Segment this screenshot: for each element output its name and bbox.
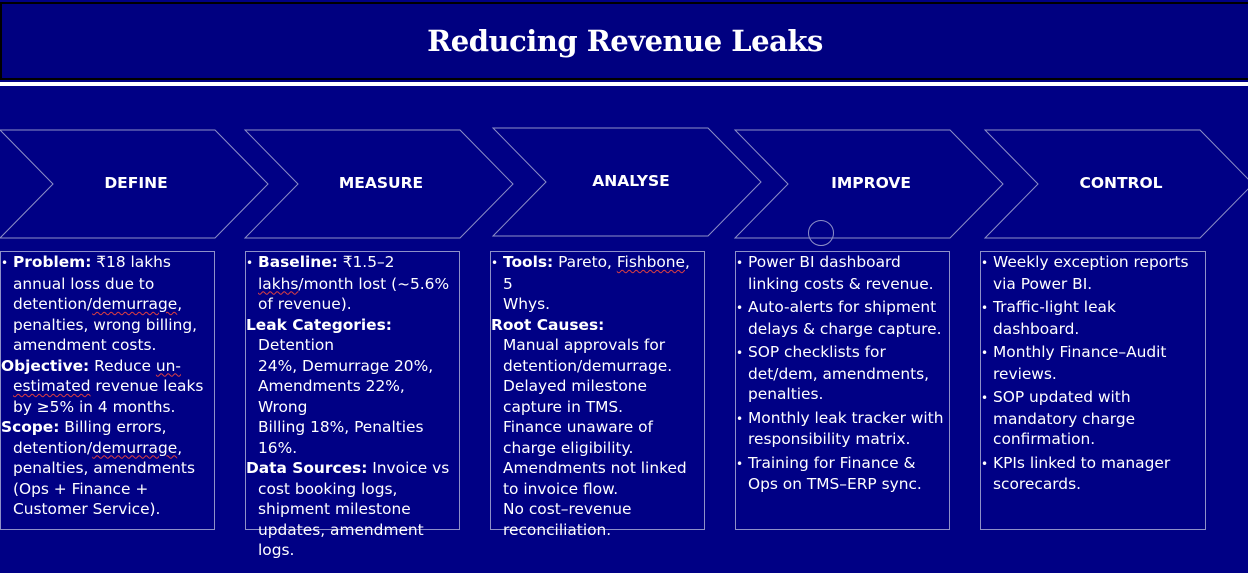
phase-improve-label: IMPROVE [831, 174, 911, 192]
improve-text: penalties. [748, 385, 824, 403]
scope-text: Billing errors, [59, 418, 167, 436]
control-item [981, 297, 1205, 339]
control-box [980, 251, 1206, 530]
baseline-text: ₹1.5–2 [337, 253, 395, 271]
control-text: Monthly Finance–Audit [993, 343, 1167, 361]
bullet-icon: • [736, 301, 744, 315]
improve-text: responsibility matrix. [748, 430, 911, 448]
sources-text: updates, amendment [258, 520, 424, 539]
improve-text: Monthly leak tracker with [748, 408, 944, 427]
tools-label: Tools: [503, 253, 554, 271]
define-box [0, 251, 215, 530]
scope-text: , [177, 438, 183, 457]
bullet-icon: • [736, 411, 744, 426]
problem-text: ₹18 lakhs [91, 253, 171, 271]
cause-line: reconciliation. [503, 520, 612, 539]
improve-text: Power BI dashboard [748, 253, 901, 271]
cause-line: charge eligibility. [503, 438, 634, 457]
leak-text: 16%. [258, 438, 298, 457]
bullet-icon: • [981, 391, 989, 405]
bullet-icon: • [981, 456, 989, 471]
sources-label: Data Sources: [246, 459, 368, 477]
tools-text: Whys. [503, 295, 550, 313]
decorative-circle [808, 220, 834, 246]
control-text: mandatory charge [993, 409, 1136, 428]
problem-text: penalties, wrong billing, [13, 315, 197, 334]
problem-label: Problem: [13, 253, 92, 271]
problem-text: amendment costs. [13, 336, 157, 354]
sources-text: cost booking logs, [258, 479, 398, 498]
scope-text: demurrage [92, 438, 178, 457]
control-item [981, 387, 1205, 450]
cause-line: to invoice flow. [503, 479, 619, 498]
control-item [981, 252, 1205, 294]
improve-text: Ops on TMS–ERP sync. [748, 475, 922, 493]
cause-line: capture in TMS. [503, 397, 624, 416]
tools-text: , 5 [503, 253, 690, 293]
define-scope [1, 417, 214, 520]
control-text: Weekly exception reports [993, 253, 1189, 271]
cause-line [503, 356, 704, 377]
cause-text: detention/demurrage. [503, 356, 673, 375]
baseline-text: of revenue). [258, 295, 352, 313]
problem-text: detention/ [13, 295, 93, 313]
baseline-label: Baseline: [258, 253, 338, 271]
bullet-icon: • [1, 256, 9, 270]
measure-baseline [246, 252, 459, 315]
scope-label: Scope: [1, 418, 60, 436]
control-item [981, 453, 1205, 495]
cause-line: Amendments not linked [503, 459, 687, 477]
define-problem [1, 252, 214, 356]
control-text: Traffic-light leak dashboard. [993, 298, 1116, 338]
improve-text: det/dem, amendments, [748, 364, 930, 383]
analyse-tools [491, 252, 704, 315]
objective-text: Reduce [89, 356, 156, 375]
bullet-icon: • [491, 256, 499, 270]
baseline-text: /month lost (~5.6% [298, 274, 450, 293]
measure-box [245, 251, 460, 559]
objective-text: un- [155, 356, 181, 375]
tools-text: Pareto, [553, 253, 617, 271]
problem-text: demurrage [92, 295, 178, 313]
leak-text: Detention [258, 336, 335, 354]
improve-item [736, 408, 949, 450]
control-text: scorecards. [993, 475, 1081, 493]
leak-label: Leak Categories: [246, 315, 392, 334]
bullet-icon: • [736, 456, 744, 471]
improve-text: SOP checklists for [748, 343, 886, 361]
cause-line: No cost–revenue [503, 500, 632, 518]
bullet-icon: • [981, 301, 989, 315]
control-text: KPIs linked to manager [993, 453, 1171, 472]
control-text: reviews. [993, 364, 1057, 383]
page-title: Reducing Revenue Leaks [427, 24, 823, 58]
improve-text: Auto-alerts for shipment [748, 298, 937, 316]
phase-analyse-label: ANALYSE [592, 172, 670, 190]
baseline-text: lakhs [258, 274, 299, 293]
objective-text: by ≥5% in 4 months. [13, 397, 176, 416]
improve-item [736, 342, 949, 405]
bullet-icon: • [981, 346, 989, 360]
leak-text: Billing 18%, Penalties [258, 418, 424, 436]
cause-line: Manual approvals for [503, 336, 666, 354]
objective-label: Objective: [1, 356, 90, 375]
root-causes-label: Root Causes: [491, 315, 605, 334]
phase-define-label: DEFINE [104, 174, 168, 192]
bullet-icon: • [981, 256, 989, 270]
analyse-root-causes [491, 315, 704, 336]
bullet-icon: • [246, 256, 254, 270]
cause-line: Delayed milestone [503, 377, 647, 395]
control-text: via Power BI. [993, 274, 1093, 293]
phase-measure-label: MEASURE [338, 174, 424, 192]
improve-item [736, 297, 949, 339]
sources-text: logs. [258, 541, 295, 559]
improve-box [735, 251, 950, 530]
analyse-box [490, 251, 705, 539]
scope-text: detention/ [13, 438, 93, 457]
improve-text: linking costs & revenue. [748, 274, 934, 293]
control-item [981, 342, 1205, 384]
measure-data-sources [246, 458, 459, 561]
improve-item [736, 252, 949, 294]
scope-text: (Ops + Finance + [13, 479, 149, 498]
improve-item [736, 453, 949, 495]
bullet-icon: • [736, 346, 744, 360]
improve-text: delays & charge capture. [748, 319, 942, 338]
define-objective [1, 356, 214, 418]
problem-text: annual loss due to [13, 274, 155, 293]
leak-text: Amendments 22%, Wrong [258, 377, 405, 416]
sources-text: Invoice vs [367, 459, 450, 477]
root-causes-list [491, 335, 704, 540]
objective-text: estimated [13, 377, 91, 395]
sources-text: shipment milestone [258, 500, 411, 518]
problem-text: , [177, 295, 183, 313]
measure-leak-categories [246, 315, 459, 459]
control-text: SOP updated with [993, 388, 1131, 406]
phase-control-label: CONTROL [1079, 174, 1163, 192]
objective-text: revenue leaks [90, 377, 204, 395]
cause-line: Finance unaware of [503, 418, 653, 436]
control-text: confirmation. [993, 430, 1096, 448]
tools-text: Fishbone [616, 253, 686, 271]
leak-text: 24%, Demurrage 20%, [258, 356, 434, 375]
scope-text: Customer Service). [13, 500, 161, 518]
scope-text: penalties, amendments [13, 459, 195, 477]
bullet-icon: • [736, 256, 744, 270]
improve-text: Training for Finance & [748, 453, 916, 472]
